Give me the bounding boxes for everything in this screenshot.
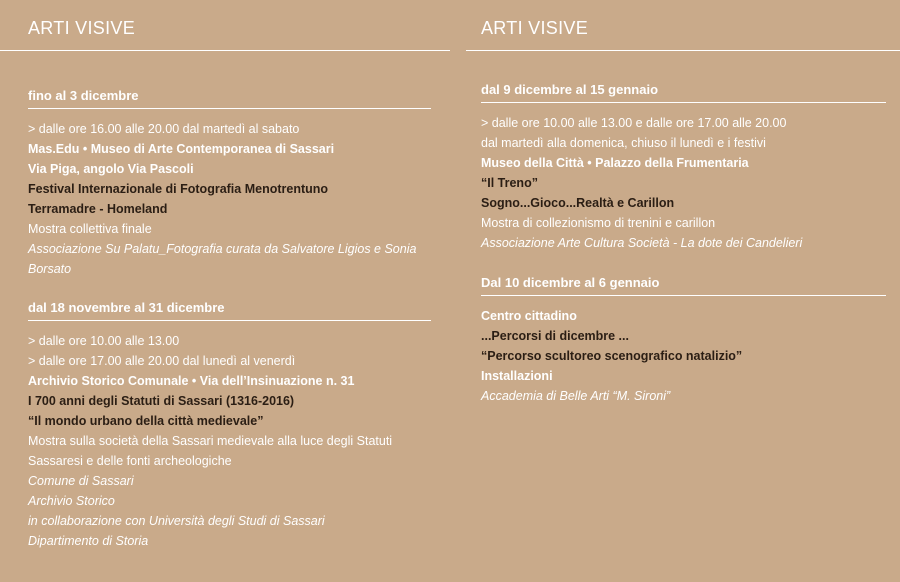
organizer-line: Borsato	[28, 262, 72, 276]
event-subtitle: “Percorso scultoreo scenografico natalizio”	[481, 349, 743, 363]
event-subtitle: Sogno...Gioco...Realtà e Carillon	[481, 196, 675, 210]
event-description: Mostra di collezionismo di trenini e carillon	[481, 216, 716, 230]
section-date: fino al 3 dicembre	[28, 88, 431, 109]
section-date: dal 18 novembre al 31 dicembre	[28, 300, 431, 321]
event-title: ...Percorsi di dicembre ...	[481, 329, 629, 343]
event-title: “Il Treno”	[481, 176, 538, 190]
organizer-line: Archivio Storico	[28, 494, 115, 508]
column-gutter	[450, 0, 466, 52]
venue-line: Museo della Città • Palazzo della Frumentaria	[481, 156, 749, 170]
event-description: Sassaresi e delle fonti archeologiche	[28, 454, 232, 468]
event-description: Installazioni	[481, 369, 553, 383]
schedule-line: > dalle ore 10.00 alle 13.00	[28, 334, 180, 348]
organizer-line: Associazione Arte Cultura Società - La dote dei Candelieri	[481, 236, 803, 250]
event-description: Mostra sulla società della Sassari medievale alla luce degli Statuti	[28, 434, 393, 448]
right-section-2	[481, 275, 886, 406]
schedule-line: dal martedì alla domenica, chiuso il lunedì e i festivi	[481, 136, 766, 150]
right-title: ARTI VISIVE	[481, 18, 589, 38]
right-section-1	[481, 82, 886, 253]
organizer-line: Accademia di Belle Arti “M. Sironi”	[481, 389, 671, 403]
schedule-line: > dalle ore 16.00 alle 20.00 dal martedì al sabato	[28, 122, 300, 136]
event-title: Festival Internazionale di Fotografia Menotrentuno	[28, 182, 329, 196]
event-title: I 700 anni degli Statuti di Sassari (1316-2016)	[28, 394, 295, 408]
schedule-line: > dalle ore 17.00 alle 20.00 dal lunedì al venerdì	[28, 354, 296, 368]
organizer-line: in collaborazione con Università degli Studi di Sassari	[28, 514, 325, 528]
event-subtitle: Terramadre - Homeland	[28, 202, 168, 216]
left-title: ARTI VISIVE	[28, 18, 136, 38]
event-subtitle: “Il mondo urbano della città medievale”	[28, 414, 264, 428]
venue-line: Mas.Edu • Museo di Arte Contemporanea di Sassari	[28, 142, 335, 156]
venue-line: Centro cittadino	[481, 309, 577, 323]
event-description: Mostra collettiva finale	[28, 222, 152, 236]
section-date: Dal 10 dicembre al 6 gennaio	[481, 275, 886, 296]
organizer-line: Associazione Su Palatu_Fotografia curata da Salvatore Ligios e Sonia	[28, 242, 417, 256]
left-section-2	[28, 300, 431, 551]
schedule-line: > dalle ore 10.00 alle 13.00 e dalle ore 17.00 alle 20.00	[481, 116, 787, 130]
left-section-1	[28, 88, 431, 279]
venue-line: Archivio Storico Comunale • Via dell’Insinuazione n. 31	[28, 374, 355, 388]
section-date: dal 9 dicembre al 15 gennaio	[481, 82, 886, 103]
address-line: Via Piga, angolo Via Pascoli	[28, 162, 194, 176]
right-title-rule	[466, 50, 900, 51]
left-title-rule	[0, 50, 450, 51]
organizer-line: Comune di Sassari	[28, 474, 134, 488]
organizer-line: Dipartimento di Storia	[28, 534, 149, 548]
